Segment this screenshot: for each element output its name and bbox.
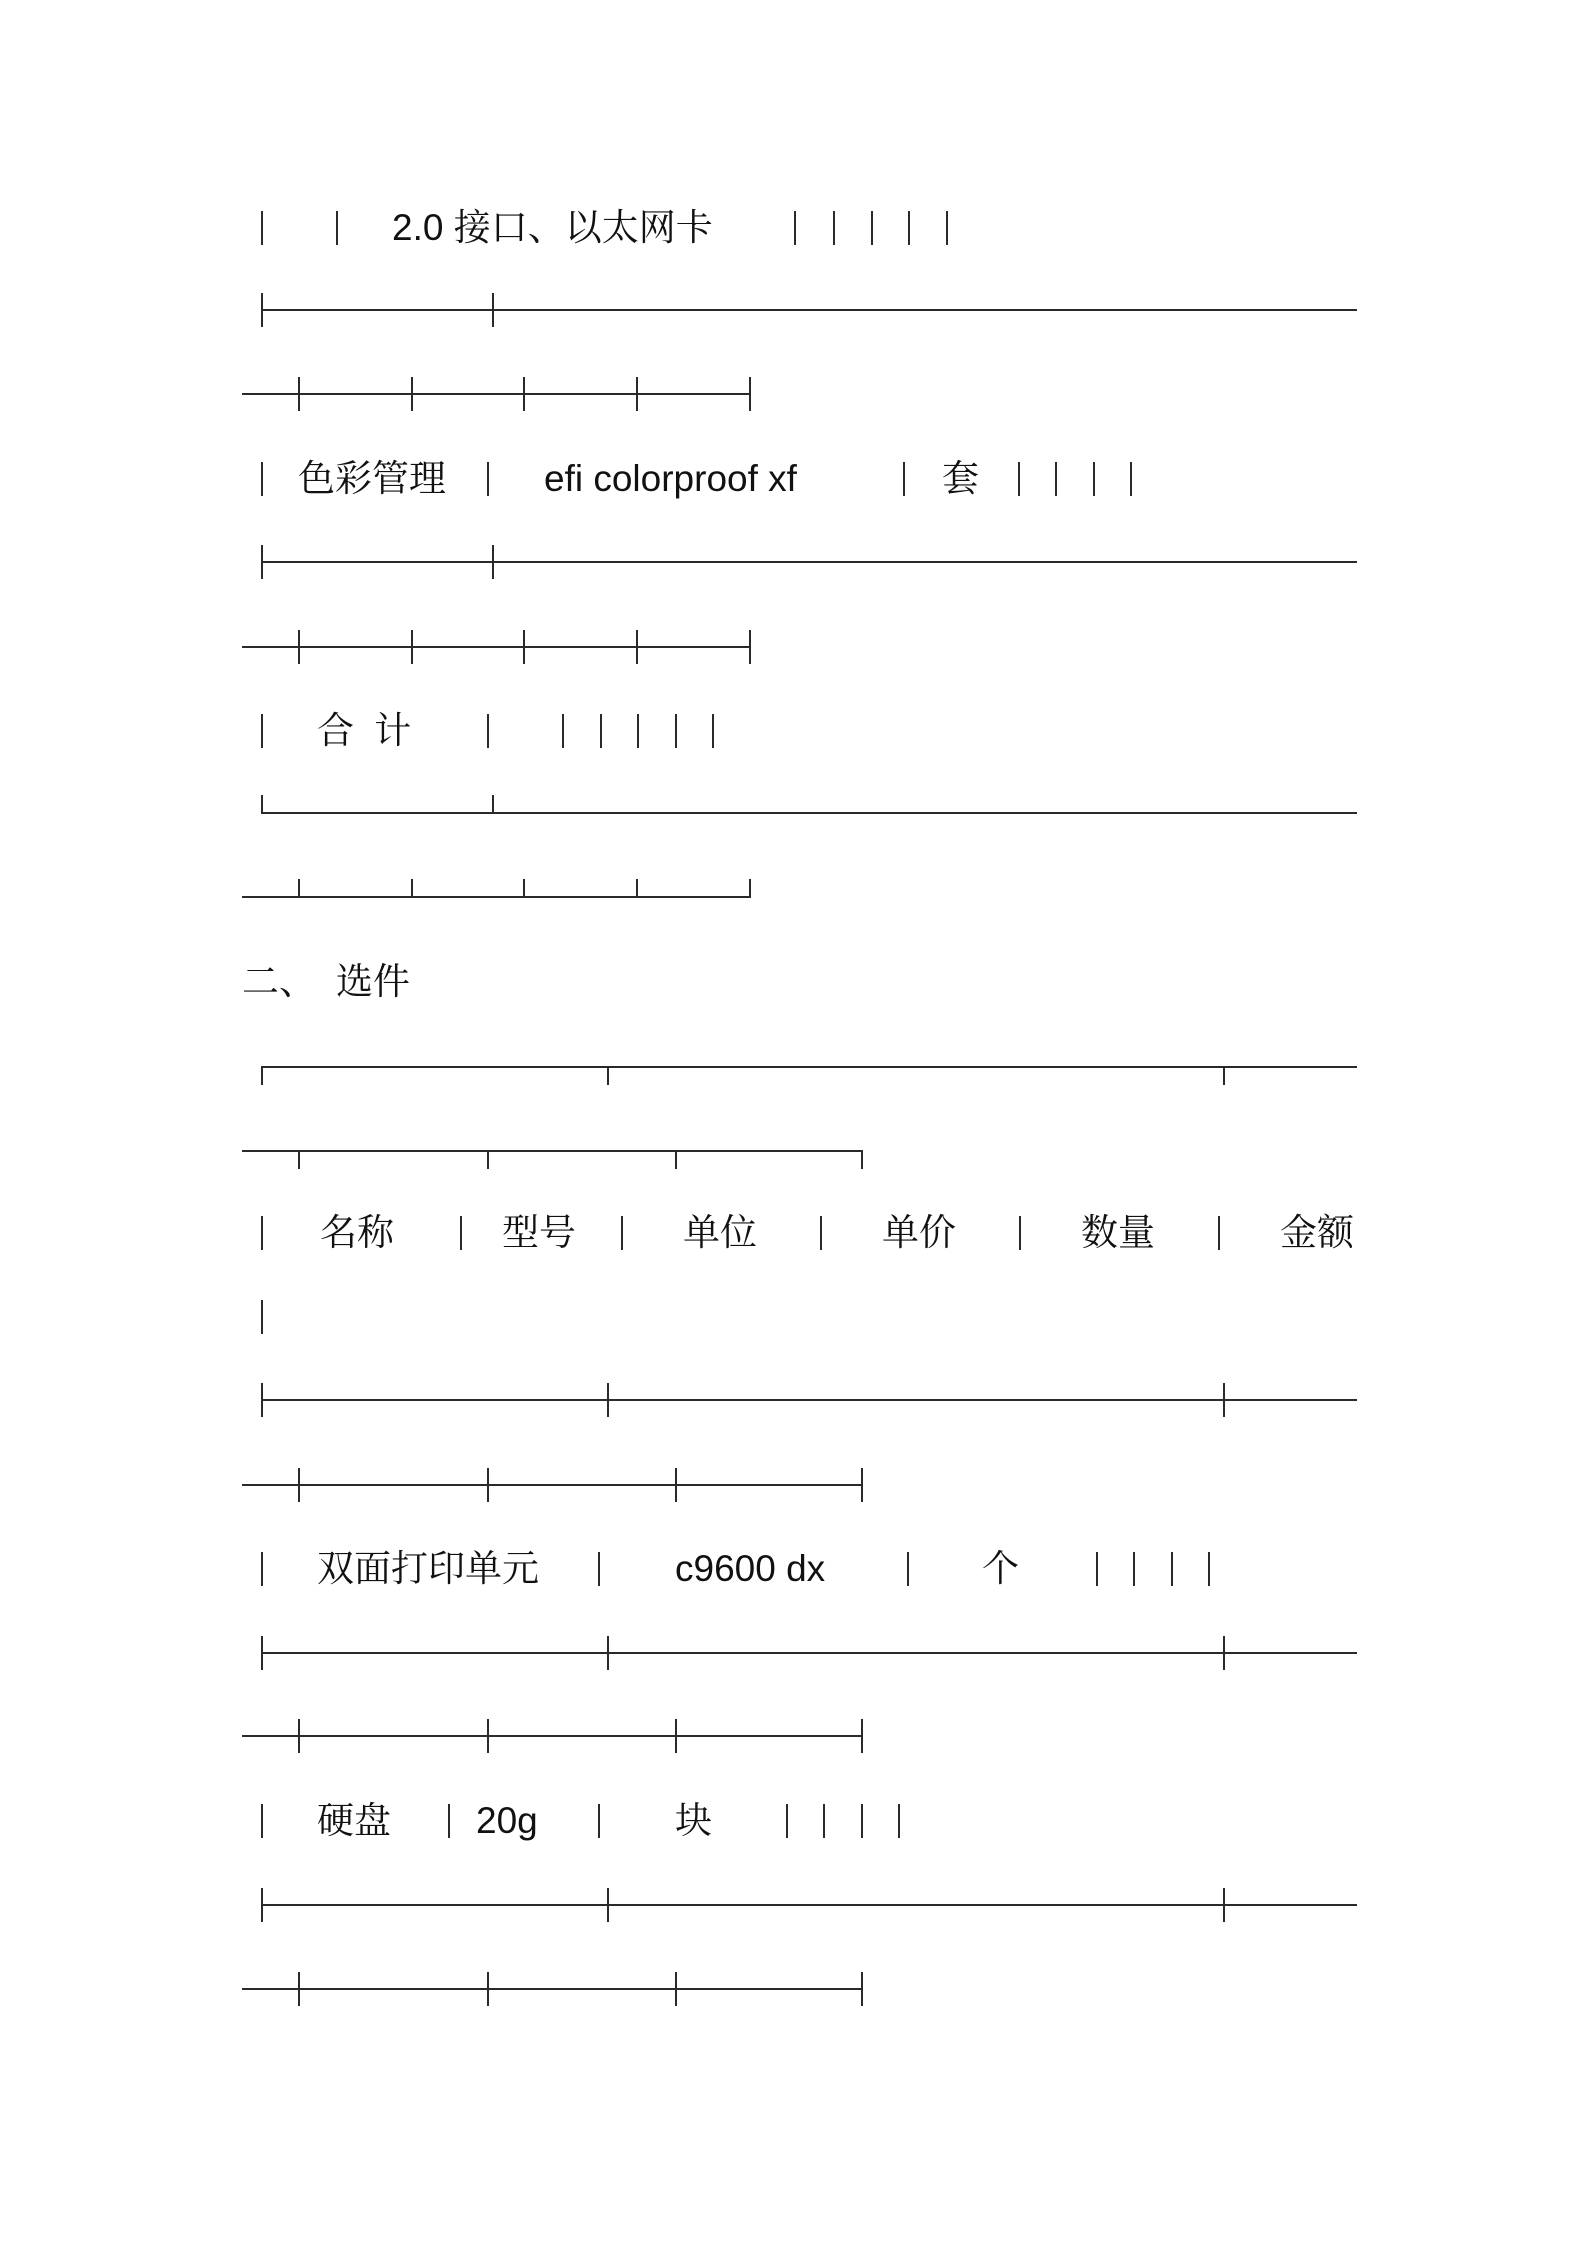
rule-tick: [861, 1151, 863, 1169]
rule-line: [242, 1150, 863, 1152]
rule-tick: [298, 1151, 300, 1169]
rule-tick: [861, 1972, 863, 2006]
column-separator: [712, 714, 714, 748]
column-separator: [336, 211, 338, 245]
column-separator: [448, 1804, 450, 1838]
spec-cell: 2.0 接口、以太网卡: [392, 207, 713, 248]
rule-tick: [411, 879, 413, 897]
column-separator: [637, 714, 639, 748]
rule-tick: [523, 377, 525, 411]
column-separator: [1018, 462, 1020, 496]
rule-line: [261, 812, 1357, 814]
unit-cell: 个: [982, 1548, 1019, 1589]
rule-tick: [675, 1468, 677, 1502]
column-separator: [460, 1216, 462, 1250]
rule-tick: [675, 1719, 677, 1753]
model-cell: c9600 dx: [675, 1548, 826, 1589]
rule-line: [242, 646, 751, 648]
column-separator: [794, 211, 796, 245]
header-model: 型号: [502, 1212, 576, 1253]
column-separator: [621, 1216, 623, 1250]
rule-line: [242, 1988, 863, 1990]
column-separator: [261, 1300, 263, 1334]
column-separator: [1019, 1216, 1021, 1250]
rule-line: [261, 309, 1357, 311]
total-label: 合 计: [317, 710, 412, 751]
rule-tick: [298, 630, 300, 664]
column-separator: [898, 1804, 900, 1838]
rule-tick: [487, 1972, 489, 2006]
column-separator: [871, 211, 873, 245]
header-quantity: 数量: [1081, 1212, 1155, 1253]
rule-tick: [1223, 1383, 1225, 1417]
column-separator: [598, 1552, 600, 1586]
column-separator: [786, 1804, 788, 1838]
column-separator: [1133, 1552, 1135, 1586]
column-separator: [261, 714, 263, 748]
rule-line: [242, 1735, 863, 1737]
name-cell: 色彩管理: [298, 458, 446, 499]
rule-tick: [261, 1383, 263, 1417]
rule-tick: [487, 1151, 489, 1169]
rule-tick: [261, 293, 263, 327]
rule-tick: [261, 545, 263, 579]
column-separator: [261, 1216, 263, 1250]
rule-tick: [298, 879, 300, 897]
rule-tick: [261, 795, 263, 813]
column-separator: [946, 211, 948, 245]
rule-tick: [523, 630, 525, 664]
rule-tick: [492, 795, 494, 813]
rule-tick: [675, 1972, 677, 2006]
rule-tick: [636, 630, 638, 664]
header-unit-price: 单价: [882, 1212, 956, 1253]
column-separator: [820, 1216, 822, 1250]
rule-tick: [411, 377, 413, 411]
rule-tick: [411, 630, 413, 664]
rule-line: [261, 1904, 1357, 1906]
rule-line: [261, 561, 1357, 563]
rule-line: [242, 896, 751, 898]
rule-tick: [749, 377, 751, 411]
header-name: 名称: [320, 1212, 394, 1253]
column-separator: [1096, 1552, 1098, 1586]
rule-tick: [523, 879, 525, 897]
column-separator: [598, 1804, 600, 1838]
rule-tick: [298, 1972, 300, 2006]
rule-tick: [861, 1719, 863, 1753]
section-number: 二、: [242, 961, 316, 1002]
rule-line: [242, 393, 751, 395]
spec-cell: efi colorproof xf: [544, 458, 797, 499]
rule-tick: [487, 1468, 489, 1502]
column-separator: [487, 714, 489, 748]
rule-tick: [1223, 1067, 1225, 1085]
rule-line: [261, 1066, 1357, 1068]
column-separator: [487, 462, 489, 496]
column-separator: [1208, 1552, 1210, 1586]
rule-tick: [607, 1636, 609, 1670]
rule-line: [261, 1652, 1357, 1654]
rule-tick: [749, 630, 751, 664]
header-unit: 单位: [683, 1212, 757, 1253]
column-separator: [261, 211, 263, 245]
column-separator: [675, 714, 677, 748]
rule-tick: [492, 293, 494, 327]
unit-cell: 块: [675, 1800, 712, 1841]
rule-tick: [261, 1888, 263, 1922]
rule-tick: [487, 1719, 489, 1753]
column-separator: [261, 1552, 263, 1586]
header-amount: 金额: [1280, 1212, 1354, 1253]
rule-tick: [607, 1067, 609, 1085]
rule-tick: [261, 1067, 263, 1085]
rule-tick: [298, 377, 300, 411]
rule-tick: [861, 1468, 863, 1502]
column-separator: [908, 211, 910, 245]
column-separator: [1055, 462, 1057, 496]
column-separator: [1218, 1216, 1220, 1250]
rule-tick: [1223, 1888, 1225, 1922]
rule-tick: [261, 1636, 263, 1670]
column-separator: [600, 714, 602, 748]
section-title: 选件: [336, 961, 410, 1002]
column-separator: [1093, 462, 1095, 496]
rule-tick: [492, 545, 494, 579]
rule-tick: [607, 1383, 609, 1417]
rule-tick: [298, 1468, 300, 1502]
column-separator: [907, 1552, 909, 1586]
unit-cell: 套: [942, 458, 979, 499]
column-separator: [261, 462, 263, 496]
rule-tick: [749, 879, 751, 897]
name-cell: 双面打印单元: [317, 1548, 539, 1589]
column-separator: [1171, 1552, 1173, 1586]
model-cell: 20g: [476, 1800, 538, 1841]
rule-tick: [1223, 1636, 1225, 1670]
name-cell: 硬盘: [317, 1800, 391, 1841]
rule-tick: [636, 377, 638, 411]
column-separator: [833, 211, 835, 245]
column-separator: [861, 1804, 863, 1838]
column-separator: [562, 714, 564, 748]
column-separator: [823, 1804, 825, 1838]
rule-line: [261, 1399, 1357, 1401]
column-separator: [1130, 462, 1132, 496]
column-separator: [261, 1804, 263, 1838]
rule-tick: [675, 1151, 677, 1169]
rule-line: [242, 1484, 863, 1486]
rule-tick: [607, 1888, 609, 1922]
rule-tick: [636, 879, 638, 897]
rule-tick: [298, 1719, 300, 1753]
column-separator: [903, 462, 905, 496]
